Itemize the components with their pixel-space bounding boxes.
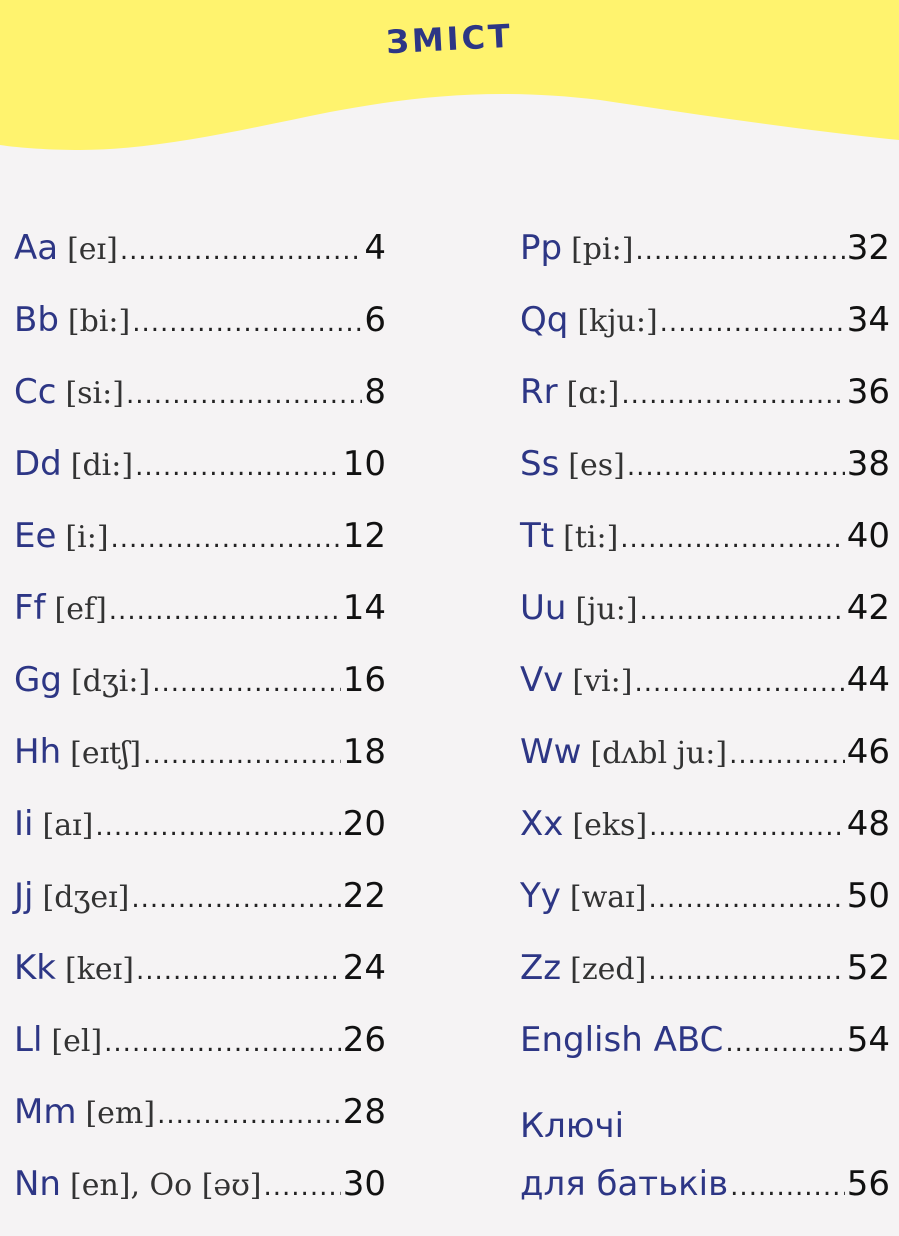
dot-leader (634, 668, 844, 698)
entry-phonetic: [keɪ] (65, 952, 134, 987)
contents-entry[interactable] (14, 948, 386, 1020)
contents-entry[interactable] (520, 732, 890, 804)
entry-letter: Gg (14, 660, 62, 700)
entry-page-number: 8 (364, 372, 386, 412)
entry-letter: Xx (520, 804, 564, 844)
entry-phonetic: [em] (85, 1096, 156, 1131)
entry-page-number: 54 (846, 1020, 890, 1060)
entry-letter: Zz (520, 948, 562, 988)
entry-phonetic: [i:] (65, 520, 109, 555)
contents-entry[interactable] (520, 516, 890, 588)
entry-phonetic: [si:] (65, 376, 124, 411)
contents-right-column (520, 228, 890, 1216)
entry-phonetic: [dʌbl ju:] (590, 736, 728, 771)
contents-entry[interactable] (14, 516, 386, 588)
contents-entry[interactable] (14, 1164, 386, 1236)
contents-entry[interactable] (520, 948, 890, 1020)
entry-phonetic: [zed] (570, 952, 647, 987)
entry-page-number: 52 (846, 948, 890, 988)
entry-page-number: 30 (342, 1164, 386, 1204)
dot-leader (635, 236, 844, 266)
dot-leader (152, 668, 341, 698)
entry-phonetic: [kju:] (577, 304, 658, 339)
entry-letter: Bb (14, 300, 59, 340)
entry-letter: Hh (14, 732, 62, 772)
entry-page-number: 14 (342, 588, 386, 628)
entry-page-number: 34 (846, 300, 890, 340)
entry-letter: English ABC (520, 1020, 724, 1060)
contents-entry[interactable] (14, 588, 386, 660)
entry-page-number: 24 (342, 948, 386, 988)
entry-letter: Vv (520, 660, 564, 700)
entry-letter: Mm (14, 1092, 77, 1132)
dot-leader (730, 1172, 845, 1202)
entry-letter: Nn (14, 1164, 61, 1204)
dot-leader (136, 956, 341, 986)
dot-leader (264, 1172, 341, 1202)
entry-phonetic: [ti:] (563, 520, 619, 555)
entry-page-number: 42 (846, 588, 890, 628)
entry-phonetic: [ɑ:] (566, 376, 620, 411)
contents-entry[interactable] (520, 1020, 890, 1092)
entry-letter: Uu (520, 588, 567, 628)
entry-phonetic: [dʒi:] (70, 664, 151, 699)
contents-entry[interactable] (14, 372, 386, 444)
entry-page-number: 50 (846, 876, 890, 916)
entry-page-number: 18 (342, 732, 386, 772)
entry-phonetic: [es] (568, 448, 625, 483)
entry-letter: Yy (520, 876, 561, 916)
dot-leader (109, 596, 341, 626)
dot-leader (725, 1028, 844, 1058)
entry-phonetic: [ju:] (575, 592, 638, 627)
entry-phonetic: [ef] (54, 592, 107, 627)
contents-entry[interactable] (14, 1020, 386, 1092)
entry-page-number: 40 (846, 516, 890, 556)
contents-entry[interactable] (14, 732, 386, 804)
entry-letter: Dd (14, 444, 62, 484)
contents-entry[interactable] (14, 300, 386, 372)
dot-leader (120, 236, 363, 266)
entry-letter: Kk (14, 948, 56, 988)
contents-entry[interactable] (520, 444, 890, 516)
entry-phonetic: [el] (51, 1024, 103, 1059)
entry-page-number: 32 (846, 228, 890, 268)
entry-page-number: 20 (342, 804, 386, 844)
entry-letter: Tt (520, 516, 555, 556)
entry-letter: Cc (14, 372, 57, 412)
contents-entry[interactable] (14, 660, 386, 732)
entry-letter: Pp (520, 228, 563, 268)
contents-entry[interactable] (520, 804, 890, 876)
entry-page-number: 26 (342, 1020, 386, 1060)
dot-leader (104, 1028, 341, 1058)
contents-entry-keys[interactable] (520, 1092, 890, 1216)
entry-page-number: 46 (846, 732, 890, 772)
entry-letter: Rr (520, 372, 558, 412)
contents-entry[interactable] (14, 444, 386, 516)
entry-page-number: 28 (342, 1092, 386, 1132)
contents-entry[interactable] (14, 228, 386, 300)
entry-phonetic: [dʒeɪ] (42, 880, 130, 915)
entry-letter: Ee (14, 516, 57, 556)
contents-entry[interactable] (14, 804, 386, 876)
keys-subtitle: для батьків (520, 1164, 729, 1204)
entry-letter: Aa (14, 228, 59, 268)
entry-phonetic: [di:] (70, 448, 134, 483)
dot-leader (648, 884, 844, 914)
page-title: ЗМІСТ (385, 16, 514, 62)
entry-phonetic: [waɪ] (569, 880, 647, 915)
contents-entry[interactable] (520, 228, 890, 300)
entry-phonetic: [eɪtʃ] (70, 736, 142, 771)
dot-leader (729, 740, 845, 770)
entry-letter: Ii (14, 804, 34, 844)
contents-entry[interactable] (520, 876, 890, 948)
dot-leader (640, 596, 845, 626)
dot-leader (620, 524, 844, 554)
keys-title: Ключі (520, 1106, 625, 1146)
entry-page-number: 36 (846, 372, 890, 412)
entry-page-number: 4 (364, 228, 386, 268)
dot-leader (648, 956, 844, 986)
entry-phonetic: [vi:] (572, 664, 633, 699)
entry-page-number: 22 (342, 876, 386, 916)
contents-left-column (14, 228, 386, 1236)
entry-phonetic: [eks] (572, 808, 648, 843)
entry-page-number: 44 (846, 660, 890, 700)
entry-letter: Ff (14, 588, 46, 628)
contents-entry[interactable] (14, 1092, 386, 1164)
dot-leader (132, 308, 362, 338)
entry-page-number: 56 (846, 1164, 890, 1204)
entry-phonetic: [pi:] (571, 232, 634, 267)
entry-letter: Jj (14, 876, 34, 916)
entry-page-number: 16 (342, 660, 386, 700)
entry-page-number: 38 (846, 444, 890, 484)
entry-page-number: 48 (846, 804, 890, 844)
entry-letter: Ww (520, 732, 582, 772)
dot-leader (649, 812, 845, 842)
dot-leader (660, 308, 845, 338)
dot-leader (157, 1100, 341, 1130)
entry-phonetic: [eɪ] (67, 232, 118, 267)
entry-letter: Ss (520, 444, 560, 484)
contents-entry[interactable] (520, 660, 890, 732)
dot-leader (143, 740, 341, 770)
entry-page-number: 12 (342, 516, 386, 556)
entry-page-number: 10 (342, 444, 386, 484)
entry-phonetic: [aɪ] (42, 808, 94, 843)
entry-phonetic: [bi:] (67, 304, 131, 339)
dot-leader (621, 380, 844, 410)
entry-phonetic: [en], Oo [əʊ] (69, 1168, 262, 1203)
dot-leader (131, 884, 340, 914)
dot-leader (126, 380, 362, 410)
contents-entry[interactable] (14, 876, 386, 948)
entry-page-number: 6 (364, 300, 386, 340)
entry-letter: Ll (14, 1020, 43, 1060)
dot-leader (627, 452, 845, 482)
dot-leader (95, 812, 340, 842)
dot-leader (135, 452, 341, 482)
contents-entry[interactable] (520, 588, 890, 660)
contents-entry[interactable] (520, 372, 890, 444)
dot-leader (111, 524, 341, 554)
contents-entry[interactable] (520, 300, 890, 372)
entry-letter: Qq (520, 300, 569, 340)
